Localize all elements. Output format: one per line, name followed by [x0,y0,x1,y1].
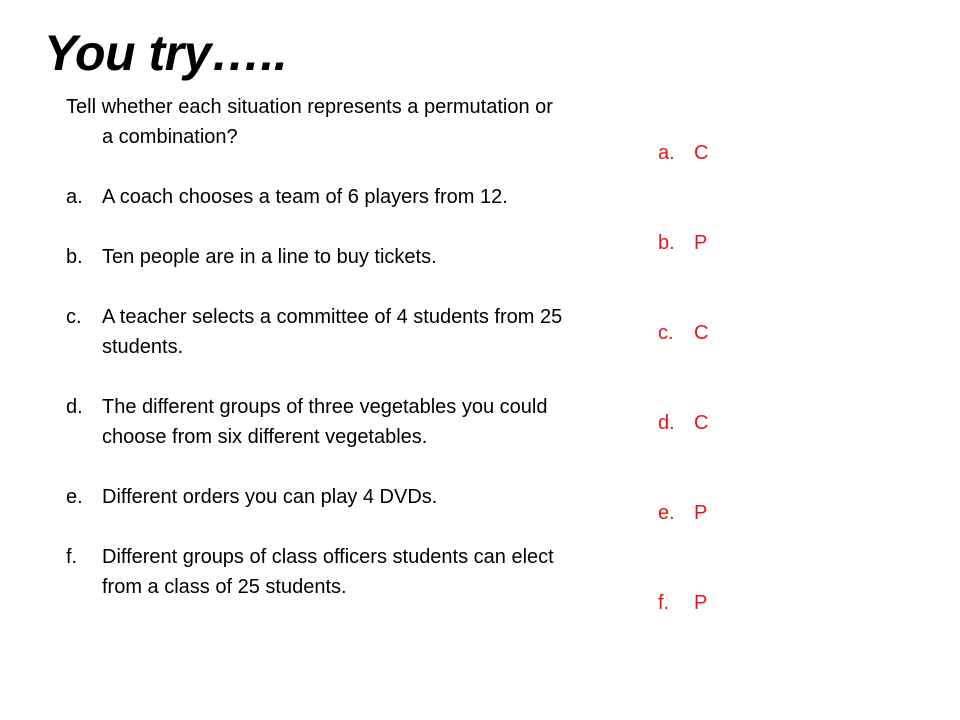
instructions-text: Tell whether each situation represents a permutation or a combination? [66,96,553,148]
answer-item [658,228,778,258]
question-item [66,302,566,362]
answer-item [658,588,778,618]
question-text: A teacher selects a committee of 4 students from 25 students. [102,306,563,358]
question-text: Different orders you can play 4 DVDs. [102,486,438,508]
answer-text: C [694,142,709,164]
answers-panel [658,138,778,678]
question-marker: c. [66,306,82,328]
question-marker: d. [66,396,83,418]
question-text: The different groups of three vegetables you could choose from six different vegetables. [102,396,548,448]
question-text: Different groups of class officers students can elect from a class of 25 students. [102,546,554,598]
questions-panel [66,92,566,632]
answer-marker: d. [658,412,675,434]
answer-text: P [694,592,708,614]
answer-text: P [694,502,708,524]
question-item [66,182,566,212]
answer-marker: f. [658,592,670,614]
answer-item [658,318,778,348]
question-text: A coach chooses a team of 6 players from 12. [102,186,508,208]
question-item [66,482,566,512]
answer-text: C [694,412,709,434]
answer-item [658,408,778,438]
answer-text: C [694,322,709,344]
question-item [66,542,566,602]
question-marker: a. [66,186,83,208]
answer-marker: e. [658,502,675,524]
slide-title: You try….. [44,25,288,81]
answer-marker: b. [658,232,675,254]
question-marker: f. [66,546,78,568]
answer-list [658,138,778,618]
answer-item [658,138,778,168]
answer-text: P [694,232,708,254]
answer-marker: c. [658,322,674,344]
question-item [66,242,566,272]
question-marker: b. [66,246,83,268]
question-list [66,182,566,602]
question-marker: e. [66,486,83,508]
answer-item [658,498,778,528]
answer-marker: a. [658,142,675,164]
question-text: Ten people are in a line to buy tickets. [102,246,437,268]
question-item [66,392,566,452]
